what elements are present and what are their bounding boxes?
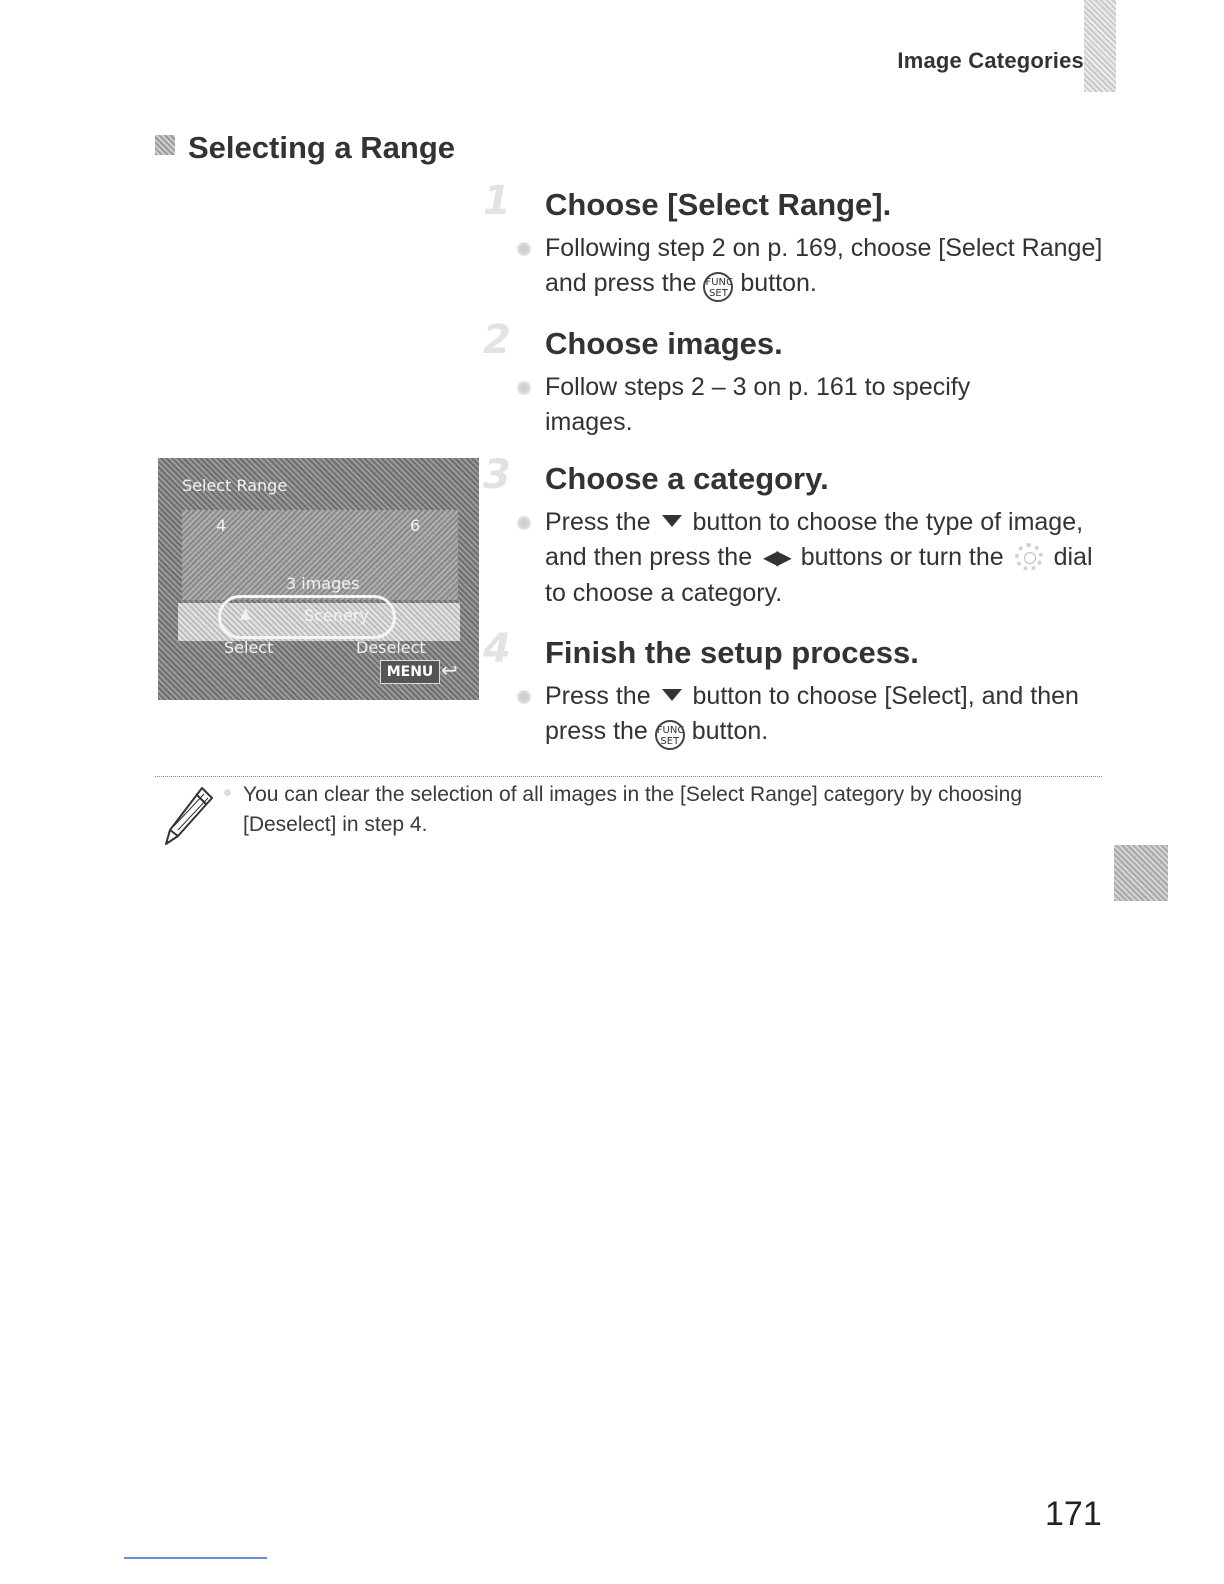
bullet-icon (517, 690, 531, 704)
step-1-body (545, 231, 1115, 302)
step-4-text-b: button to choose [Select], and then press the (545, 682, 1079, 745)
step-2-title: Choose images. (545, 326, 783, 361)
step-3-title: Choose a category. (545, 461, 829, 496)
func-set-button-icon: FUNC SET (655, 720, 685, 750)
step-1-title: Choose [Select Range]. (545, 187, 892, 222)
pencil-icon (160, 784, 216, 850)
step-4 (483, 626, 1115, 750)
left-right-arrows-icon: ◀▶ (763, 547, 790, 569)
page-number: 171 (1045, 1495, 1102, 1533)
note-bullet-icon (224, 789, 231, 796)
step-3-text-d: dial to choose a category. (545, 543, 1093, 607)
screen-range-start: 4 (216, 516, 227, 535)
step-4-heading (483, 626, 1115, 672)
bullet-icon (517, 381, 531, 395)
func-set-button-icon: FUNC SET (703, 272, 733, 302)
step-1-heading (483, 178, 1115, 224)
screen-title: Select Range (182, 476, 288, 495)
step-3 (483, 452, 1115, 611)
step-3-body (545, 505, 1115, 611)
bullet-icon (517, 516, 531, 530)
down-arrow-icon (662, 689, 682, 701)
step-3-text-c: buttons or turn the (800, 543, 1004, 571)
step-4-number: 4 (483, 626, 511, 672)
step-2-body (545, 370, 1035, 440)
step-1-text-b: button. (740, 269, 817, 297)
running-header: Image Categories (897, 48, 1084, 73)
screen-category-label: Scenery (304, 606, 369, 625)
screen-image-count: 3 images (286, 574, 360, 593)
note-text: You can clear the selection of all images in the [Select Range] category by choosing [Deselect] in step 4. (243, 783, 1023, 836)
step-3-number: 3 (483, 452, 511, 498)
step-2-text: Follow steps 2 – 3 on p. 161 to specify images. (545, 373, 971, 436)
step-1-number: 1 (483, 178, 511, 224)
footer-rule (124, 1557, 267, 1559)
screen-select-label: Select (224, 638, 274, 657)
step-3-heading (483, 452, 1115, 498)
step-3-text-b: button to choose the type of image, and then press the (545, 508, 1084, 571)
step-1-text-a: Following step 2 on p. 169, choose [Select Range] and press the (545, 234, 1103, 297)
section-square-icon (155, 135, 175, 155)
mountain-icon: ▲ (240, 606, 251, 622)
step-1 (483, 178, 1115, 302)
step-4-text-c: button. (691, 717, 769, 745)
camera-screen-image (158, 458, 479, 700)
down-arrow-icon (662, 515, 682, 527)
screen-deselect-label: Deselect (356, 638, 426, 657)
screen-menu-button: MENU (380, 660, 440, 684)
bullet-icon (517, 242, 531, 256)
section-title-text: Selecting a Range (188, 130, 456, 165)
step-4-title: Finish the setup process. (545, 635, 919, 670)
step-3-text-a: Press the (545, 508, 651, 536)
step-4-body (545, 679, 1115, 750)
control-dial-icon (1015, 543, 1043, 571)
step-4-text-a: Press the (545, 682, 651, 710)
return-arrow-icon: ↩ (441, 660, 458, 682)
step-2-number: 2 (483, 317, 511, 363)
step-2 (483, 317, 1115, 440)
section-title (155, 130, 455, 166)
note-divider (155, 776, 1102, 777)
step-2-heading (483, 317, 1115, 363)
chapter-tab-side (1114, 845, 1168, 901)
screen-range-end: 6 (410, 516, 421, 535)
chapter-tab-top (1084, 0, 1116, 92)
